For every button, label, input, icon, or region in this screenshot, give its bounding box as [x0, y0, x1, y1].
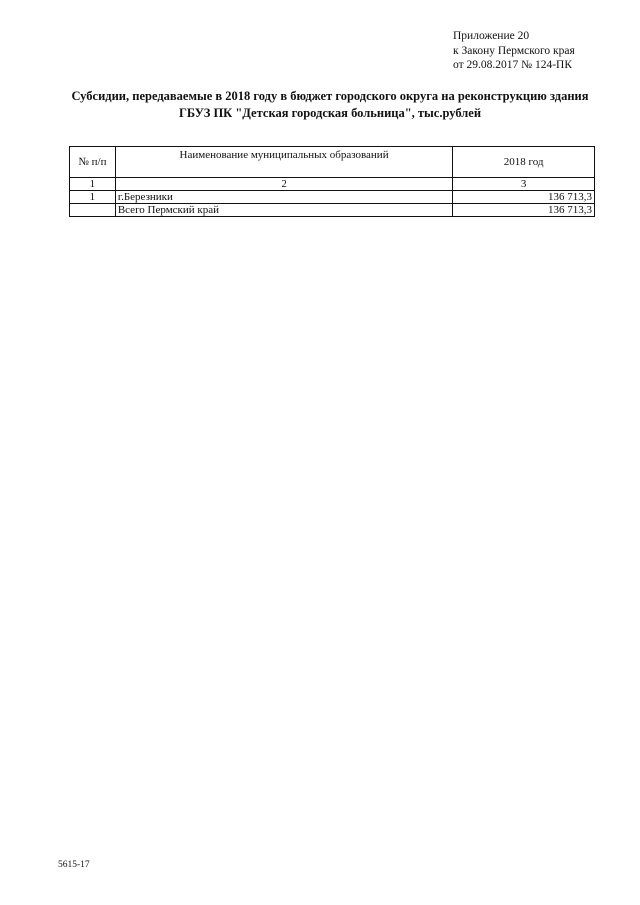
appendix-header: [453, 29, 575, 73]
title-line-1: Субсидии, передаваемые в 2018 году в бюджет городского округа на реконструкцию здания: [71, 89, 589, 103]
header-name: Наименование муниципальных образований: [115, 147, 453, 178]
row-name: г.Березники: [115, 191, 453, 204]
total-number-empty: [70, 204, 116, 217]
table-total-row: [70, 204, 595, 217]
subsidies-table: [69, 146, 595, 217]
row-number: 1: [70, 191, 116, 204]
document-code: 5615-17: [58, 860, 90, 870]
appendix-number: Приложение 20: [453, 30, 530, 42]
total-name: Всего Пермский край: [115, 204, 453, 217]
table-row: [70, 191, 595, 204]
row-value: 136 713,3: [453, 191, 595, 204]
header-number: № п/п: [70, 147, 116, 178]
appendix-date: от 29.08.2017 № 124-ПК: [453, 59, 573, 71]
index-cell-2: 2: [115, 178, 453, 191]
document-title: [60, 88, 600, 122]
title-line-2: ГБУЗ ПК "Детская городская больница", тыс.рублей: [178, 106, 482, 120]
table-index-row: [70, 178, 595, 191]
index-cell-3: 3: [453, 178, 595, 191]
appendix-law: к Закону Пермского края: [453, 44, 575, 57]
index-cell-1: 1: [70, 178, 116, 191]
header-year: 2018 год: [453, 147, 595, 178]
table-header-row: [70, 147, 595, 178]
total-value: 136 713,3: [453, 204, 595, 217]
